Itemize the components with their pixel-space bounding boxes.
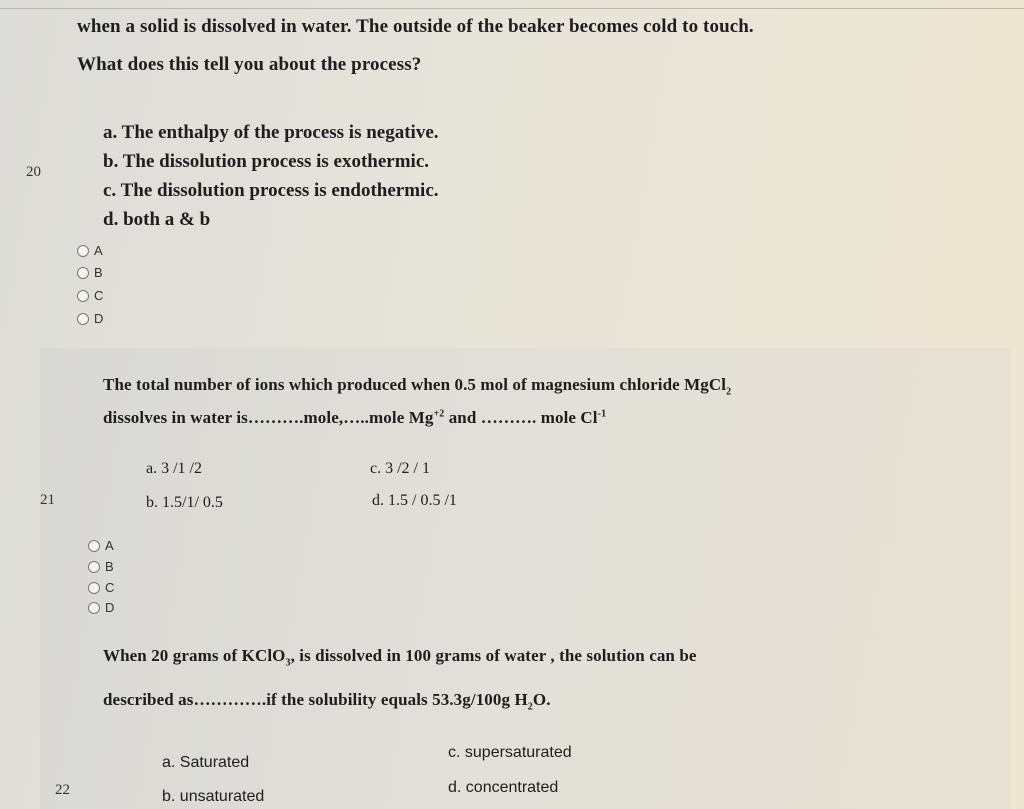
radio-option-b[interactable] bbox=[77, 265, 103, 280]
stem-text: O. bbox=[532, 690, 551, 709]
radio-button[interactable] bbox=[77, 245, 89, 257]
radio-button[interactable] bbox=[77, 267, 89, 279]
question-stem-line-1 bbox=[103, 646, 697, 668]
radio-button[interactable] bbox=[88, 540, 100, 552]
choice-b: b. The dissolution process is exothermic. bbox=[103, 151, 430, 172]
choice-a: a. The enthalpy of the process is negative. bbox=[103, 122, 439, 143]
subscript: 2 bbox=[726, 386, 732, 398]
radio-label: C bbox=[105, 580, 115, 595]
question-stem-line-2 bbox=[103, 690, 551, 712]
radio-button[interactable] bbox=[77, 313, 89, 325]
radio-label: D bbox=[94, 311, 104, 326]
stem-text: and ………. mole Cl bbox=[444, 408, 598, 427]
radio-label: B bbox=[105, 559, 114, 574]
stem-text: , is dissolved in 100 grams of water , the solution can be bbox=[290, 646, 697, 665]
choice-c: c. The dissolution process is endothermic. bbox=[103, 180, 439, 201]
question-number: 22 bbox=[55, 782, 70, 798]
choice-c: c. supersaturated bbox=[448, 744, 572, 761]
radio-option-c[interactable] bbox=[77, 288, 103, 303]
question-stem-line-1: when a solid is dissolved in water. The outside of the beaker becomes cold to touch. bbox=[77, 16, 754, 37]
radio-label: D bbox=[105, 600, 115, 615]
radio-option-a[interactable] bbox=[77, 243, 103, 258]
radio-button[interactable] bbox=[77, 290, 89, 302]
choice-c: c. 3 /2 / 1 bbox=[370, 460, 430, 477]
radio-button[interactable] bbox=[88, 602, 100, 614]
choice-a: a. 3 /1 /2 bbox=[146, 460, 202, 477]
stem-text: When 20 grams of KClO bbox=[103, 646, 286, 665]
choice-d: d. concentrated bbox=[448, 779, 559, 796]
radio-label: C bbox=[94, 288, 104, 303]
radio-label: A bbox=[94, 243, 103, 258]
choice-a: a. Saturated bbox=[162, 754, 250, 771]
question-stem-line-2 bbox=[103, 408, 606, 428]
question-stem-line-2: What does this tell you about the process? bbox=[77, 54, 422, 75]
choice-d: d. both a & b bbox=[103, 209, 211, 230]
radio-label: B bbox=[94, 265, 103, 280]
radio-option-c[interactable] bbox=[88, 580, 114, 595]
choice-d: d. 1.5 / 0.5 /1 bbox=[372, 492, 457, 509]
radio-option-d[interactable] bbox=[88, 600, 114, 615]
radio-label: A bbox=[105, 538, 114, 553]
radio-option-d[interactable] bbox=[77, 311, 103, 326]
stem-text: dissolves in water is……….mole,…..mole Mg bbox=[103, 408, 434, 427]
question-number: 21 bbox=[40, 492, 55, 508]
subscript: 2 bbox=[527, 701, 533, 713]
subscript: 3 bbox=[285, 657, 291, 669]
superscript: -1 bbox=[597, 408, 607, 420]
stem-text: described as………….if the solubility equals 53.3g/100g H bbox=[103, 690, 528, 709]
top-divider bbox=[0, 8, 1024, 9]
radio-button[interactable] bbox=[88, 561, 100, 573]
question-number: 20 bbox=[26, 164, 41, 180]
radio-option-b[interactable] bbox=[88, 559, 114, 574]
choice-b: b. 1.5/1/ 0.5 bbox=[146, 494, 223, 511]
superscript: +2 bbox=[433, 408, 445, 420]
question-stem-line-1 bbox=[103, 375, 731, 397]
radio-button[interactable] bbox=[88, 582, 100, 594]
stem-text: The total number of ions which produced when 0.5 mol of magnesium chloride MgCl bbox=[103, 375, 727, 394]
choice-b: b. unsaturated bbox=[162, 788, 265, 805]
radio-option-a[interactable] bbox=[88, 538, 114, 553]
